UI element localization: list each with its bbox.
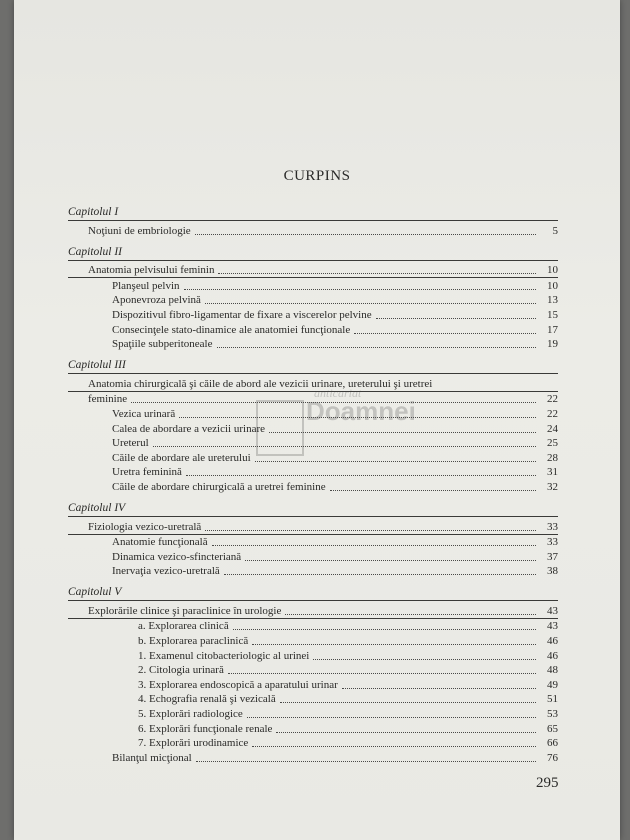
toc-entry-label: Vezica urinară: [112, 407, 176, 420]
toc-entry-label: Dispozitivul fibro-ligamentar de fixare a viscerelor pelvine: [112, 308, 372, 321]
toc-entry-label: Noţiuni de embriologie: [88, 224, 191, 237]
toc-entry[interactable]: [68, 322, 558, 337]
toc-entry[interactable]: [68, 721, 558, 736]
toc-entry[interactable]: [68, 535, 558, 550]
toc-entry-page: 31: [547, 466, 558, 479]
dot-leader: [376, 318, 536, 319]
toc-entry[interactable]: [68, 549, 558, 564]
toc-entry-page: 10: [547, 264, 558, 277]
dot-leader: [269, 432, 536, 433]
toc-entry-page: 22: [547, 393, 558, 406]
toc-entry-page: 65: [547, 722, 558, 735]
toc-entry-label: Căile de abordare chirurgicală a uretrei feminine: [112, 480, 326, 493]
toc-entry-label: Planşeul pelvin: [112, 279, 180, 292]
toc-entry[interactable]: [68, 223, 558, 238]
toc-entry[interactable]: [68, 633, 558, 648]
toc-entry[interactable]: [68, 263, 558, 279]
dot-leader: [196, 761, 536, 762]
toc-entry-label: 2. Citologia urinară: [138, 664, 224, 677]
toc-entry-label: Fiziologia vezico-uretrală: [88, 520, 202, 533]
page-title: CURPINS: [283, 168, 351, 184]
toc-entry-page: 33: [547, 520, 558, 533]
page-number: 295: [536, 775, 559, 791]
dot-leader: [186, 475, 536, 476]
chapter-heading: Capitolul III: [68, 357, 558, 374]
toc-entry-page: 49: [547, 678, 558, 691]
toc-entry[interactable]: [68, 337, 558, 352]
toc-entry[interactable]: [68, 436, 558, 451]
toc-entry-label: Uretra feminină: [112, 466, 182, 479]
toc-entry-label: Calea de abordare a vezicii urinare: [112, 422, 265, 435]
dot-leader: [195, 234, 536, 235]
dot-leader: [228, 673, 536, 674]
toc-entry-page: 46: [547, 635, 558, 648]
chapter-section: [68, 244, 558, 352]
toc-entry-label: 5. Explorări radiologice: [138, 708, 243, 721]
toc-entry-page: 19: [547, 338, 558, 351]
toc-entry[interactable]: [68, 736, 558, 751]
toc-entry[interactable]: [68, 465, 558, 480]
toc-entry[interactable]: [68, 392, 558, 407]
dot-leader: [247, 717, 536, 718]
dot-leader: [330, 490, 536, 491]
toc-entry-label: b. Explorarea paraclinică: [138, 635, 249, 648]
dot-leader: [276, 732, 536, 733]
toc-entry-label: feminine: [88, 393, 128, 406]
dot-leader: [218, 273, 536, 274]
chapter-section: [68, 357, 558, 494]
toc-entry-label: 1. Examenul citobacteriologic al urinei: [138, 649, 310, 662]
toc-entry[interactable]: [68, 564, 558, 579]
toc-entry-label: Anatomia pelvisului feminin: [88, 264, 215, 277]
dot-leader: [179, 417, 536, 418]
toc-entry-label: Căile de abordare ale ureterului: [112, 451, 251, 464]
chapter-section: [68, 500, 558, 578]
dot-leader: [217, 347, 537, 348]
toc-entry[interactable]: [68, 479, 558, 494]
toc-entry-page: 25: [547, 437, 558, 450]
toc-entry-label: Anatomia chirurgicală şi căile de abord ale vezicii urinare, ureterului şi uretrei: [88, 377, 433, 390]
dot-leader: [245, 560, 536, 561]
dot-leader: [313, 659, 536, 660]
toc-entry-page: 22: [547, 407, 558, 420]
toc-entry-page: 15: [547, 308, 558, 321]
toc-entry[interactable]: [68, 293, 558, 308]
toc-entry-label: Inervaţia vezico-uretrală: [112, 565, 220, 578]
toc-entry[interactable]: [68, 519, 558, 535]
toc-entry-page: 48: [547, 664, 558, 677]
toc-entry-page: 76: [547, 751, 558, 764]
toc-entry-page: 51: [547, 693, 558, 706]
dot-leader: [212, 545, 536, 546]
toc-entry-label: 3. Explorarea endoscopică a aparatului urinar: [138, 678, 338, 691]
toc-entry-label: Dinamica vezico-sfincteriană: [112, 550, 242, 563]
chapter-section: [68, 584, 558, 765]
toc-entry-page: 53: [547, 708, 558, 721]
dot-leader: [342, 688, 536, 689]
toc-entry-page: 24: [547, 422, 558, 435]
toc-entry-label: Aponevroza pelvină: [112, 294, 201, 307]
toc-entry-page: 33: [547, 536, 558, 549]
dot-leader: [255, 461, 536, 462]
toc-entry-label: Consecinţele stato-dinamice ale anatomiei funcţionale: [112, 323, 351, 336]
toc-entry-page: 10: [547, 279, 558, 292]
dot-leader: [224, 574, 536, 575]
toc-entry[interactable]: [68, 603, 558, 619]
toc-entry-label: 4. Echografia renală şi vezicală: [138, 693, 276, 706]
dot-leader: [354, 333, 536, 334]
toc-entry-page: 37: [547, 550, 558, 563]
toc-entry-page: 46: [547, 649, 558, 662]
chapter-heading: Capitolul V: [68, 584, 558, 601]
toc-entry[interactable]: [68, 406, 558, 421]
toc-entry-label: Explorările clinice şi paraclinice în urologie: [88, 604, 282, 617]
toc-entry[interactable]: [68, 750, 558, 765]
toc-entry-page: 38: [547, 565, 558, 578]
chapter-heading: Capitolul I: [68, 204, 558, 221]
toc-entry[interactable]: [68, 648, 558, 663]
toc-entry-label: a. Explorarea clinică: [138, 620, 229, 633]
toc-entry-page: 28: [547, 451, 558, 464]
toc-entry[interactable]: [68, 677, 558, 692]
toc-entry[interactable]: [68, 706, 558, 721]
toc-entry[interactable]: [68, 692, 558, 707]
toc-entry-label: Spaţiile subperitoneale: [112, 338, 213, 351]
dot-leader: [280, 702, 536, 703]
dot-leader: [252, 644, 536, 645]
toc-entry[interactable]: [68, 307, 558, 322]
toc-entry-page: 5: [552, 224, 558, 237]
toc-entry[interactable]: [68, 421, 558, 436]
toc-entry-label: Bilanţul micţional: [112, 751, 192, 764]
watermark-line1: anticariat: [314, 386, 362, 400]
chapter-heading: Capitolul II: [68, 244, 558, 261]
toc-entry-page: 17: [547, 323, 558, 336]
toc-entry-page: 66: [547, 737, 558, 750]
toc-entry-label: Anatomie funcţională: [112, 536, 208, 549]
toc-entry-page: 13: [547, 294, 558, 307]
toc-entry-page: 43: [547, 604, 558, 617]
dot-leader: [184, 289, 536, 290]
dot-leader: [205, 530, 536, 531]
dot-leader: [252, 746, 536, 747]
toc-entry[interactable]: [68, 376, 558, 392]
toc-entry-label: 7. Explorări urodinamice: [138, 737, 249, 750]
dot-leader: [285, 614, 536, 615]
toc-entry[interactable]: [68, 619, 558, 634]
toc-entry[interactable]: [68, 450, 558, 465]
watermark-line2: Doamnei: [306, 396, 416, 426]
toc-entry-page: 43: [547, 620, 558, 633]
dot-leader: [153, 446, 536, 447]
book-page: [14, 0, 620, 840]
table-of-contents: [68, 204, 558, 771]
toc-entry-page: 32: [547, 480, 558, 493]
toc-entry-label: Ureterul: [112, 437, 149, 450]
dot-leader: [205, 303, 536, 304]
dot-leader: [131, 402, 536, 403]
chapter-section: [68, 204, 558, 238]
chapter-heading: Capitolul IV: [68, 500, 558, 517]
toc-entry[interactable]: [68, 663, 558, 678]
toc-entry-label: 6. Explorări funcţionale renale: [138, 722, 273, 735]
dot-leader: [233, 629, 536, 630]
toc-entry[interactable]: [68, 278, 558, 293]
